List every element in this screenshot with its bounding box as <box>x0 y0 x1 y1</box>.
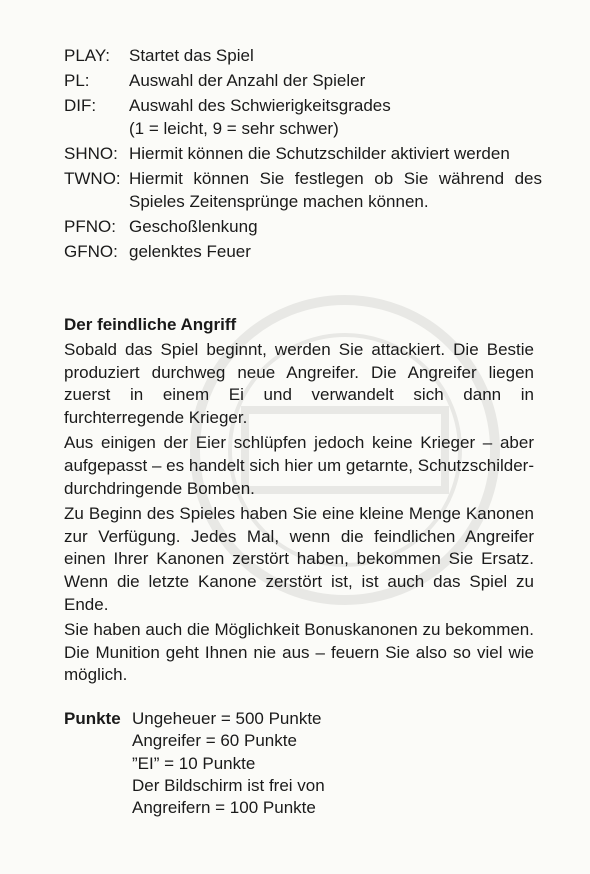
paragraph: Sobald das Spiel beginnt, werden Sie attackiert. Die Bestie produziert durchweg neue Angreifer. Die Angreifer liegen zuerst in einem Ei und verwandelt sich dann in furchterregende Krieger. <box>64 340 534 427</box>
points-line: Der Bildschirm ist frei von <box>132 775 325 795</box>
points-line: Angreifer = 60 Punkte <box>132 731 297 751</box>
command-key: PL: <box>64 71 90 90</box>
points-label: Punkte <box>64 709 121 728</box>
points-line: Ungeheuer = 500 Punkte <box>132 709 322 728</box>
command-key: TWNO: <box>64 169 121 188</box>
command-twno <box>64 167 542 213</box>
points-lines <box>132 708 325 819</box>
command-description: Hiermit können Sie festlegen ob Sie während des Spieles Zeitensprünge machen können. <box>129 169 542 211</box>
command-description-line: (1 = leicht, 9 = sehr schwer) <box>129 119 339 138</box>
command-key: SHNO: <box>64 144 118 163</box>
command-dif <box>64 94 542 140</box>
section-heading: Der feindliche Angriff <box>64 315 237 334</box>
command-description: Geschoßlenkung <box>129 217 258 236</box>
command-pl <box>64 69 542 92</box>
command-pfno <box>64 215 542 238</box>
command-shno <box>64 142 542 165</box>
command-key: PFNO: <box>64 217 116 236</box>
points-line: Angreifern = 100 Punkte <box>132 798 316 818</box>
command-gfno <box>64 240 542 263</box>
points-table <box>64 708 325 819</box>
paragraph: Sie haben auch die Möglichkeit Bonuskanonen zu bekommen. Die Munition geht Ihnen nie aus – feuern Sie also so viel wie möglich. <box>64 620 534 685</box>
command-key: DIF: <box>64 96 97 115</box>
command-description: Startet das Spiel <box>129 46 254 65</box>
paragraph: Zu Beginn des Spieles haben Sie eine kleine Menge Kanonen zur Verfügung. Jedes Mal, wenn die feindlichen Angreifer einen Ihrer Kanonen zerstört haben, bekommen Sie Ersatz. Wenn die letzte Kanone zerstört ist, ist auch das Spiel zu Ende. <box>64 504 534 614</box>
section-body <box>64 339 534 690</box>
command-description: Hiermit können die Schutzschilder aktiviert werden <box>129 144 510 163</box>
command-play <box>64 44 542 67</box>
points-line: ”EI” = 10 Punkte <box>132 753 256 773</box>
points-row <box>64 708 325 819</box>
command-key: GFNO: <box>64 242 118 261</box>
command-description: Auswahl der Anzahl der Spieler <box>129 71 366 90</box>
command-list <box>64 44 542 263</box>
command-key: PLAY: <box>64 46 110 65</box>
paragraph: Aus einigen der Eier schlüpfen jedoch keine Krieger – aber aufgepasst – es handelt sich hier um getarnte, Schutzschilder-durchdringende Bomben. <box>64 433 534 498</box>
command-description <box>129 94 542 140</box>
command-description: gelenktes Feuer <box>129 242 251 261</box>
command-description-line: Auswahl des Schwierigkeitsgrades <box>129 96 391 115</box>
